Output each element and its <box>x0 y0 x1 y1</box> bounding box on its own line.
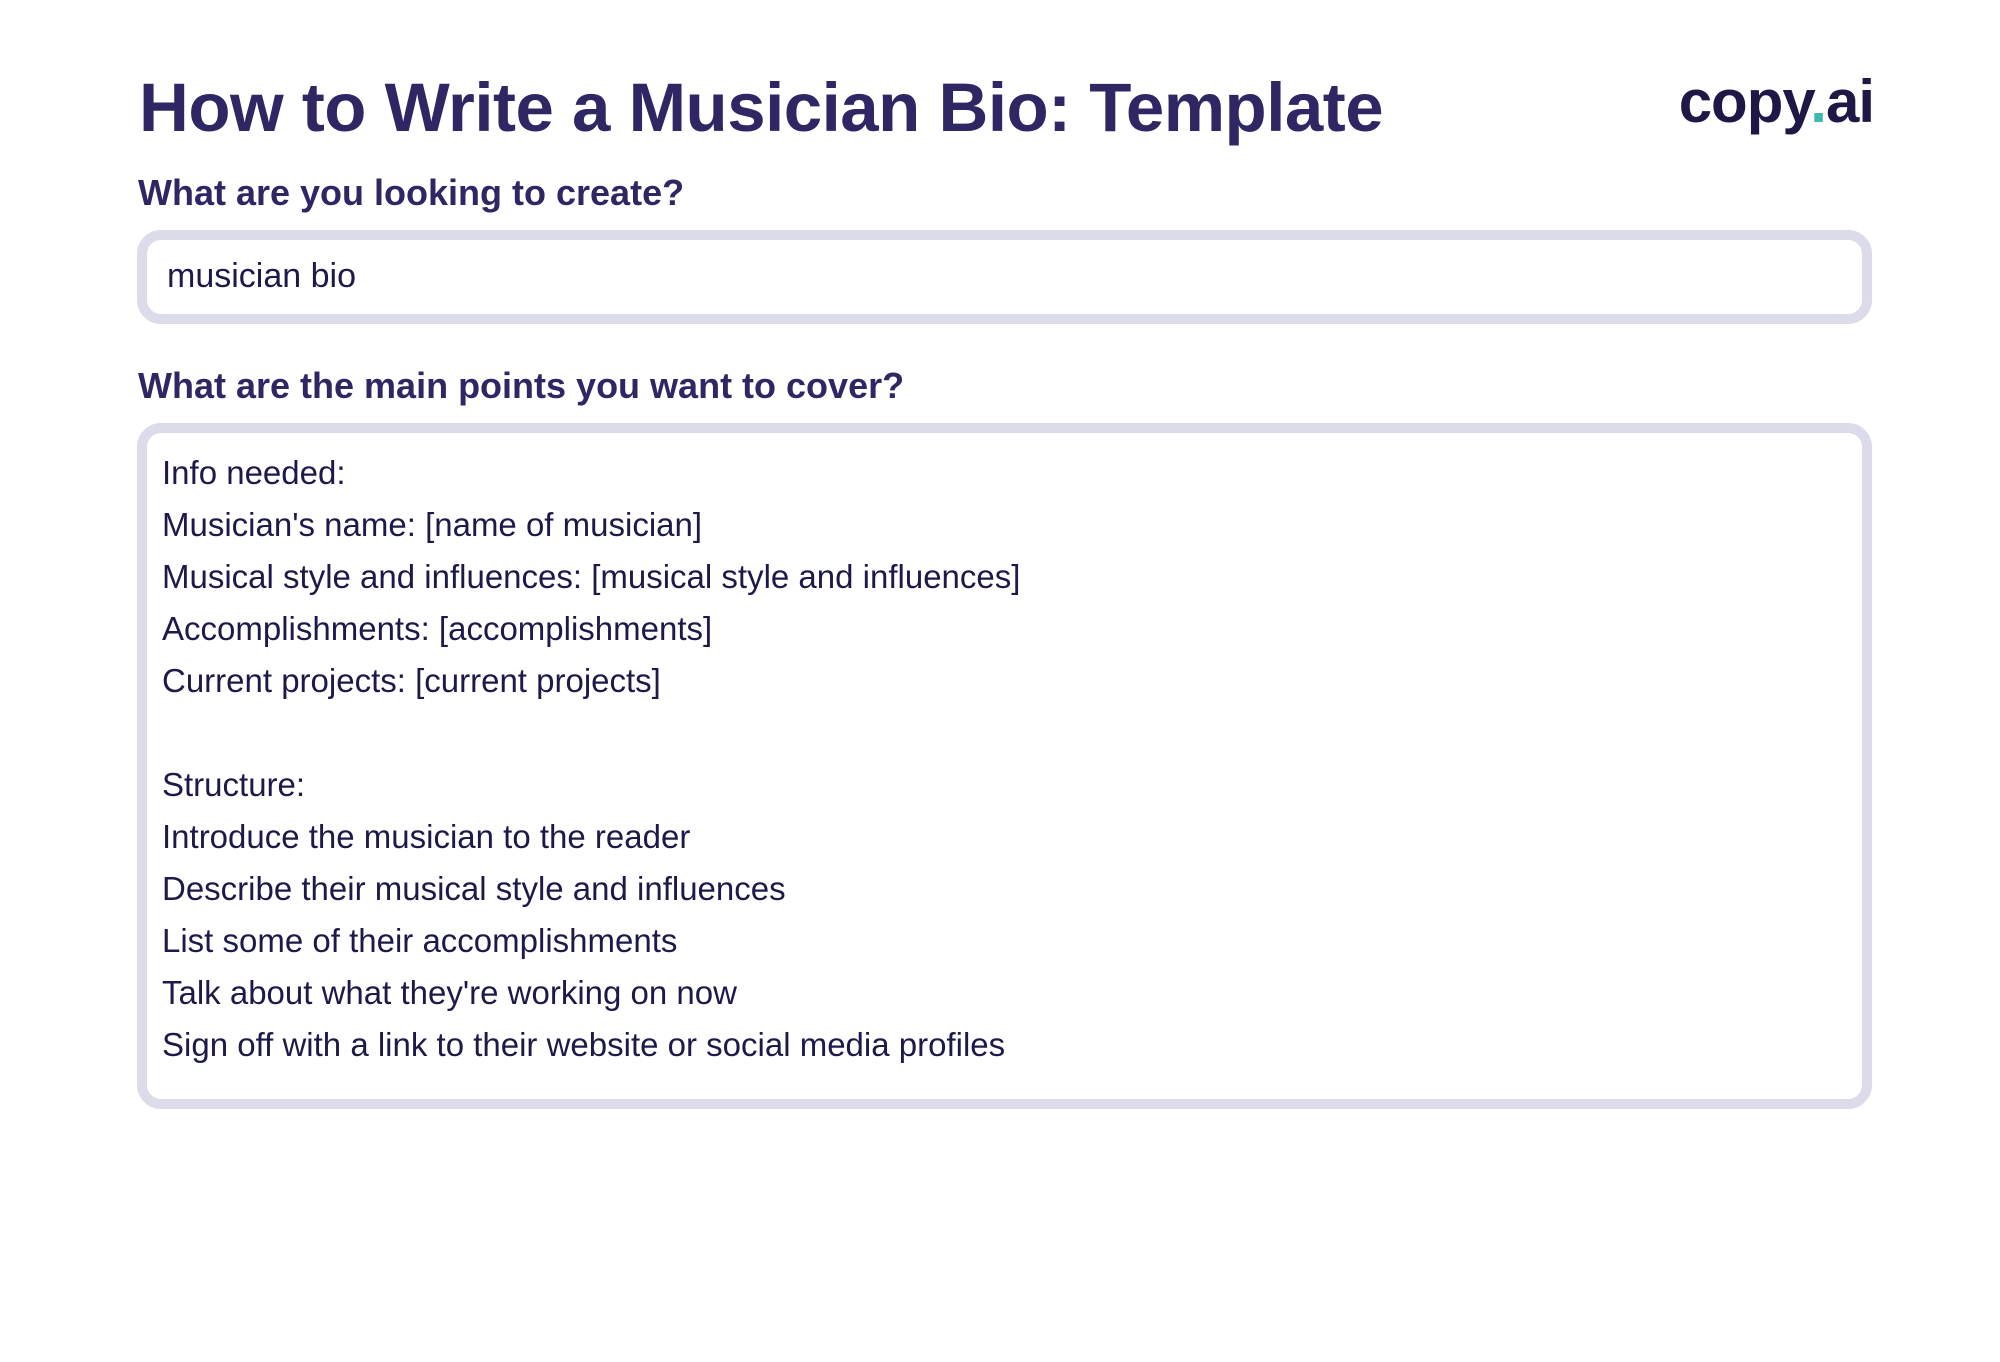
textarea-line: Accomplishments: [accomplishments] <box>162 610 713 647</box>
textarea-line: Sign off with a link to their website or social media profiles <box>162 1026 1006 1063</box>
textarea-line: Current projects: [current projects] <box>162 662 661 699</box>
textarea-line: Musical style and influences: [musical style and influences] <box>162 558 1021 595</box>
textarea-line: List some of their accomplishments <box>162 922 678 959</box>
page-title: How to Write a Musician Bio: Template <box>139 69 1384 146</box>
textarea-line: Info needed: <box>162 454 346 491</box>
logo-text-copy: copy <box>1678 68 1811 135</box>
copy-ai-logo[interactable] <box>1679 62 1874 142</box>
textarea-line: Describe their musical style and influences <box>162 870 786 907</box>
textarea-line: Talk about what they're working on now <box>162 974 737 1011</box>
main-points-label: What are the main points you want to cover? <box>138 365 905 406</box>
textarea-line: Musician's name: [name of musician] <box>162 506 703 543</box>
textarea-line: Structure: <box>162 766 306 803</box>
main-points-textarea[interactable] <box>137 423 1872 1109</box>
textarea-line <box>162 707 1862 759</box>
textarea-line: Introduce the musician to the reader <box>162 818 691 855</box>
logo-text-ai: ai <box>1825 68 1874 135</box>
logo-dot: . <box>1810 68 1826 135</box>
create-input[interactable]: musician bio <box>137 230 1872 324</box>
create-field-label: What are you looking to create? <box>138 172 685 213</box>
